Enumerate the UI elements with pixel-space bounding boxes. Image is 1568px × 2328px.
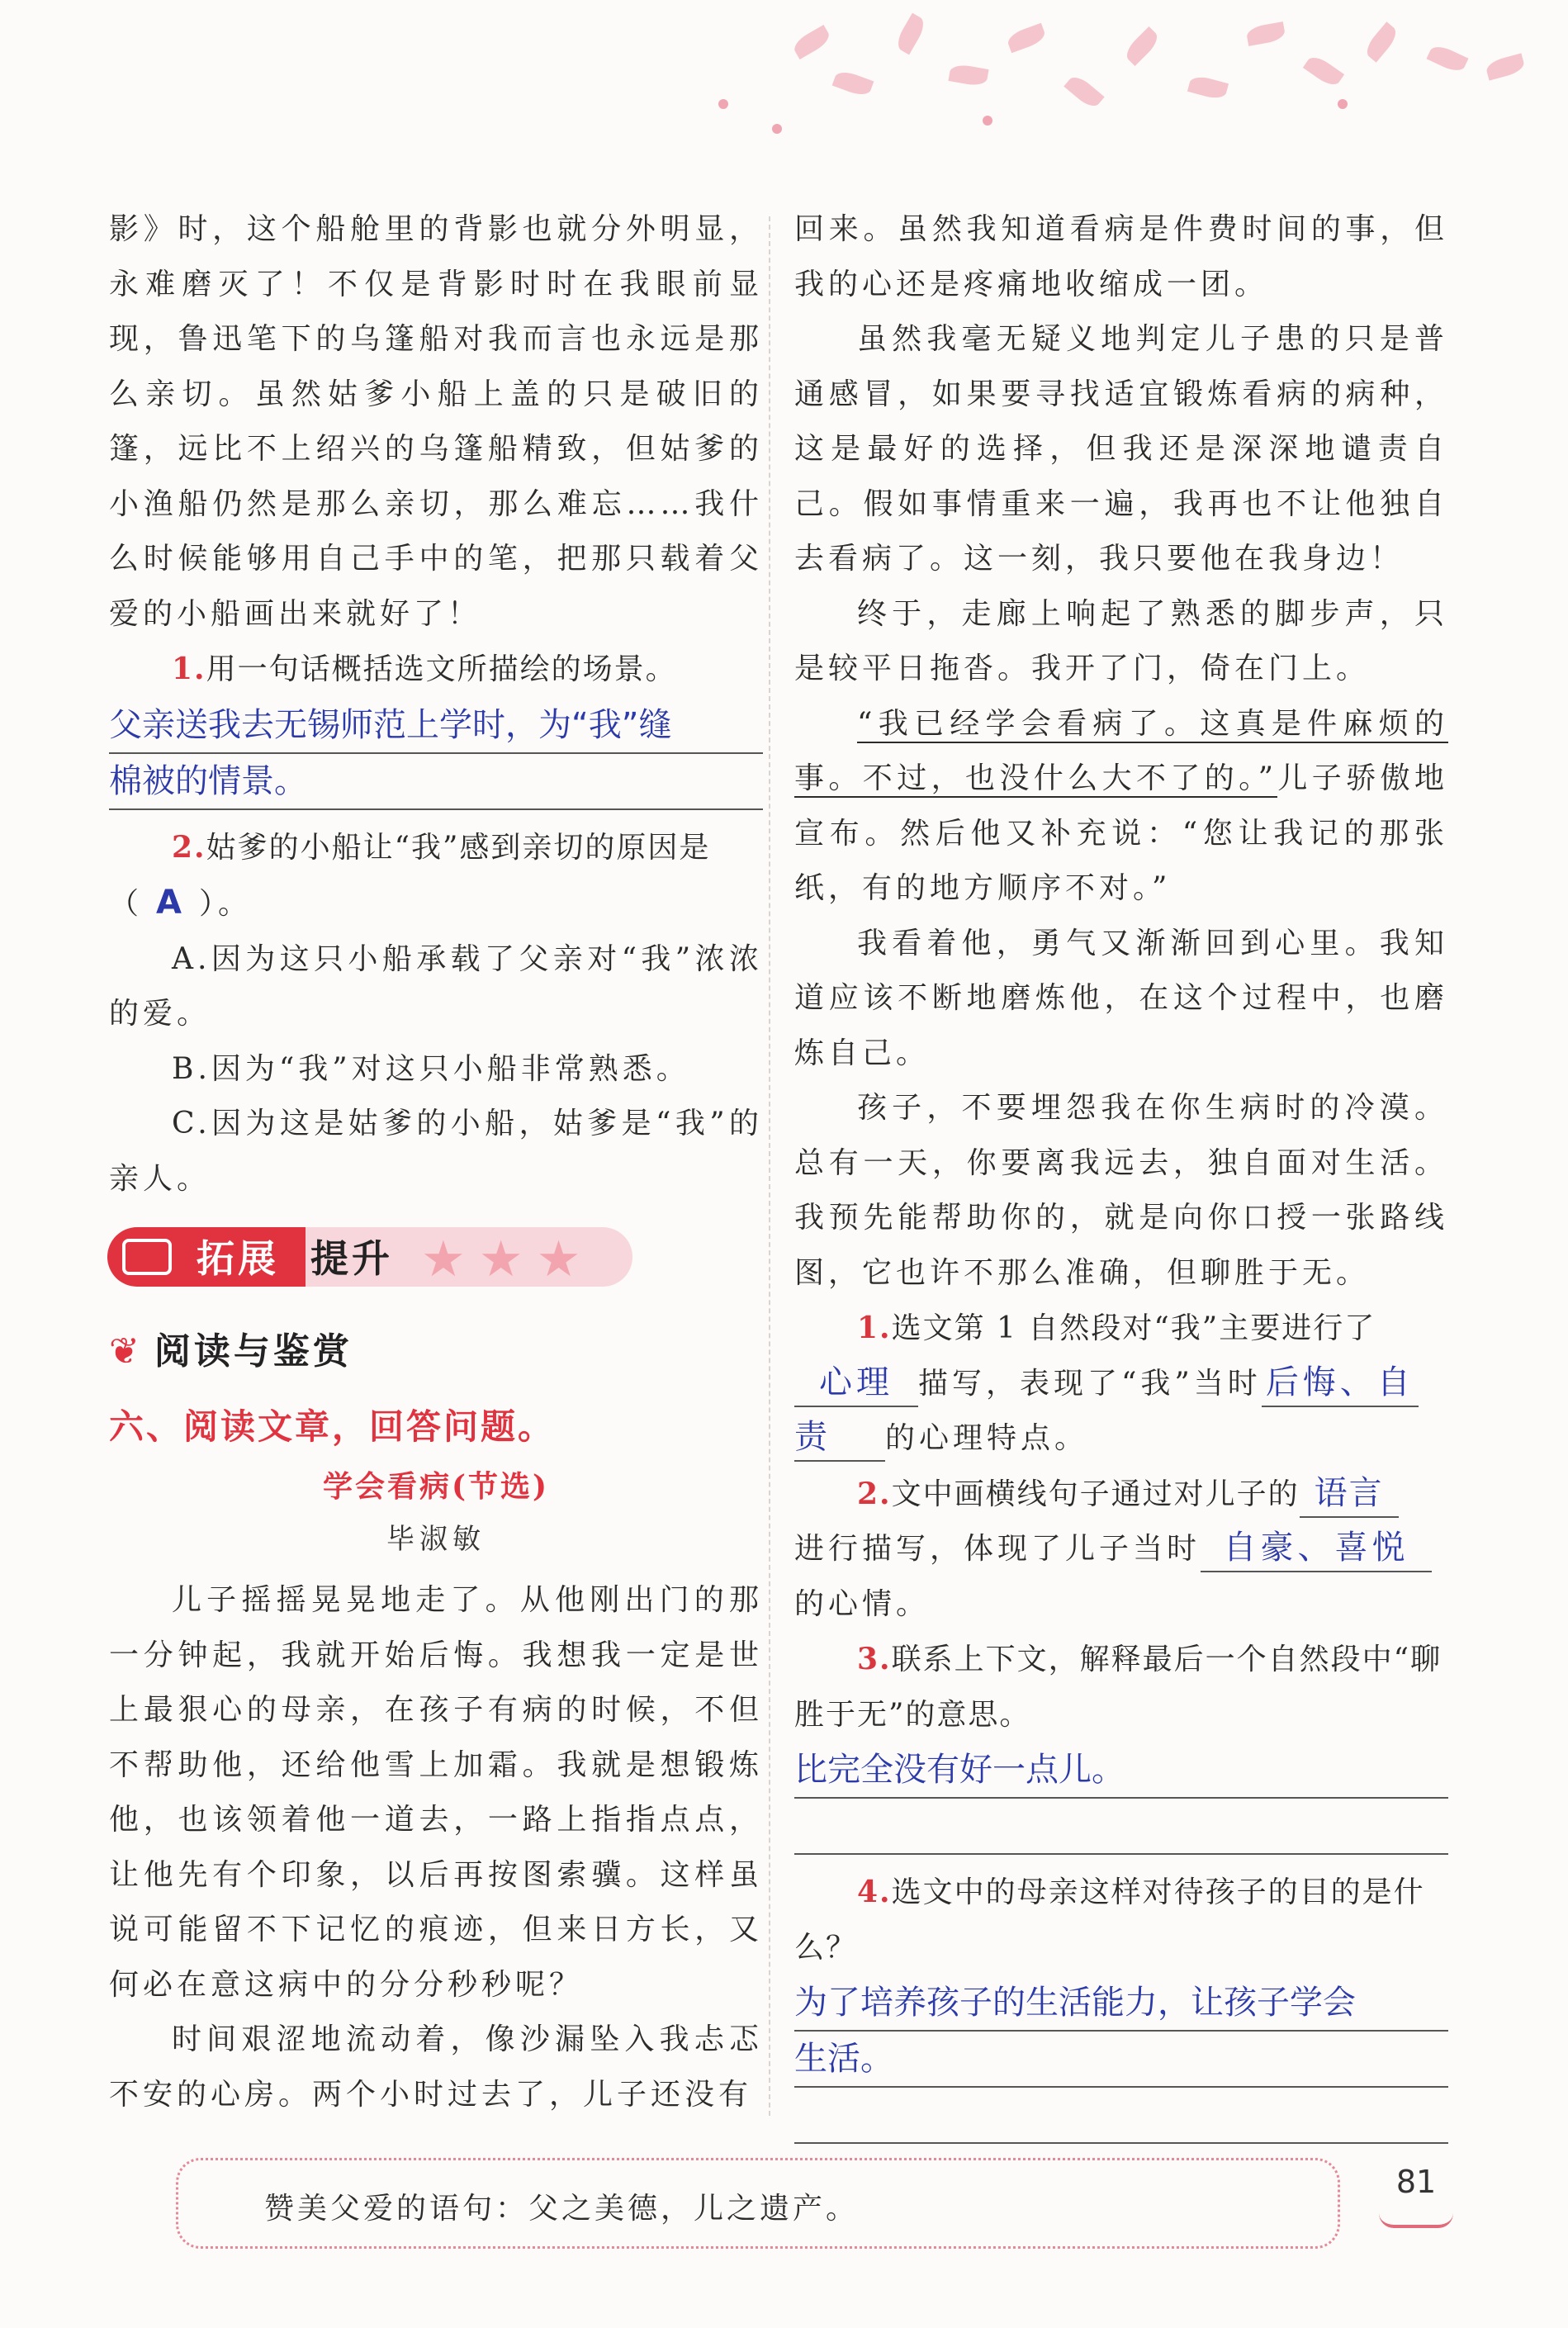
choice-answer: （ A ）。 [109,884,252,922]
section-banner [107,1222,632,1292]
answer-blank[interactable]: 后悔、自 [1262,1359,1419,1407]
question-r2-end: 的心情。 [794,1586,931,1621]
answer-line[interactable]: 比完全没有好一点儿。 [794,1742,1448,1799]
question-r2-cont: 进行描写，体现了儿子当时 自豪、喜悦 [794,1522,1448,1577]
option-c: C.因为这是姑爹的小船，姑爹是“我”的亲人。 [109,1107,763,1196]
underlined-sentence: “我已经学会看病了。这真是件麻烦的事。不过，也没什么大不了的。” [794,706,1448,795]
selected-option[interactable]: A [156,884,186,922]
article-author: 毕淑敏 [386,1523,486,1556]
question-number: 1. [172,652,206,686]
answer-line[interactable]: 棉被的情景。 [109,754,763,810]
tip-box [176,2158,1340,2249]
question-r3: 3.联系上下文，解释最后一个自然段中“聊胜于无”的意思。 [794,1642,1442,1732]
leaf-icon: ❦ [109,1330,143,1373]
question-1 [109,642,763,698]
answer-blank[interactable]: 责 [794,1414,885,1462]
book-icon [1379,2213,1453,2228]
question-text: 用一句话概括选文所描绘的场景。 [206,652,677,686]
article-paragraph: 我看着他，勇气又渐渐回到心里。我知道应该不断地磨炼他，在这个过程中，也磨炼自己。 [794,926,1448,1070]
page-number: 81 [1371,2164,1461,2230]
question-text: 姑爹的小船让“我”感到亲切的原因是 [206,830,711,865]
option-a: A.因为这只小船承载了父亲对“我”浓浓的爱。 [109,941,763,1031]
question-2 [109,820,763,876]
article-paragraph: 孩子，不要埋怨我在你生病时的冷漠。总有一天，你要离我远去，独自面对生活。我预先能帮助你的，就是向你口授一张路线图，它也许不那么准确，但聊胜于无。 [794,1091,1448,1290]
question-r2: 2.文中画横线句子通过对儿子的 语言 [794,1467,1448,1523]
answer-line[interactable] [794,1799,1448,1855]
article-paragraph: “我已经学会看病了。这真是件麻烦的事。不过，也没什么大不了的。”儿子骄傲地宣布。然后他又补充说：“您让我记的那张纸，有的地方顺序不对。” [794,706,1448,905]
question-number: 2. [172,829,206,865]
right-column [794,202,1448,2144]
article-paragraph: 儿子摇摇晃晃地走了。从他刚出门的那一分钟起，我就开始后悔。我想我一定是世上最狠心的母亲，在孩子有病的时候，不但不帮助他，还给他雪上加霜。我就是想锻炼他，也该领着他一道去，一路上指指点点，让他先有个印象，以后再按图索骥。这样虽说可能留不下记忆的痕迹，但来日方长，又何必在意这病中的分分秒秒呢？ [109,1583,763,2002]
checklist-icon [122,1239,172,1275]
question-r1-blanks: 心理 描写，表现了“我”当时 后悔、自 [794,1357,1448,1412]
section-heading: ❦ 阅读与鉴赏 [109,1330,353,1373]
answer-line[interactable]: 生活。 [794,2032,1448,2088]
banner-title-a: 拓展 [197,1236,279,1281]
answer-line[interactable]: 父亲送我去无锡师范上学时，为“我”缝 [109,698,763,754]
question-r1-cont: 责 的心理特点。 [794,1411,1448,1467]
task-heading: 六、阅读文章，回答问题。 [109,1406,556,1447]
column-divider [769,216,770,2116]
option-b: B.因为“我”对这只小船非常熟悉。 [172,1051,690,1086]
tip-text: 赞美父爱的语句：父之美德，儿之遗产。 [264,2192,860,2226]
passage-paragraph: 影》时，这个船舱里的背影也就分外明显，永难磨灭了！不仅是背影时时在我眼前显现，鲁迅笔下的乌篷船对我而言也永远是那么亲切。虽然姑爹小船上盖的只是破旧的篷，远比不上绍兴的乌篷船精致，但姑爹的小渔船仍然是那么亲切，那么难忘……我什么时候能够用自己手中的笔，把那只载着父爱的小船画出来就好了！ [109,212,763,631]
article-paragraph: 虽然我毫无疑义地判定儿子患的只是普通感冒，如果要寻找适宜锻炼看病的病种，这是最好的选择，但我还是深深地谴责自己。假如事情重来一遍，我再也不让他独自去看病了。这一刻，我只要他在我身边！ [794,322,1448,576]
article-paragraph: 回来。虽然我知道看病是件费时间的事，但我的心还是疼痛地收缩成一团。 [794,212,1448,301]
answer-blank[interactable]: 心理 [794,1359,918,1407]
question-r4: 4.选文中的母亲这样对待孩子的目的是什么？ [794,1875,1425,1965]
question-r1: 1.选文第 1 自然段对“我”主要进行了 [857,1311,1376,1345]
left-column [109,202,763,1207]
star-rating-icon: ★★★ [421,1230,595,1288]
banner-title-b: 提升 [310,1236,393,1281]
answer-blank[interactable]: 自豪、喜悦 [1201,1524,1432,1572]
article-title: 学会看病(节选) [322,1469,550,1504]
answer-line[interactable] [794,2088,1448,2144]
answer-line[interactable]: 为了培养孩子的生活能力，让孩子学会 [794,1975,1448,2032]
article-left [109,1573,763,2122]
answer-blank[interactable]: 语言 [1300,1470,1399,1518]
article-paragraph: 终于，走廊上响起了熟悉的脚步声，只是较平日拖沓。我开了门，倚在门上。 [794,596,1448,685]
article-paragraph: 时间艰涩地流动着，像沙漏坠入我忐忑不安的心房。两个小时过去了，儿子还没有 [109,2022,763,2112]
